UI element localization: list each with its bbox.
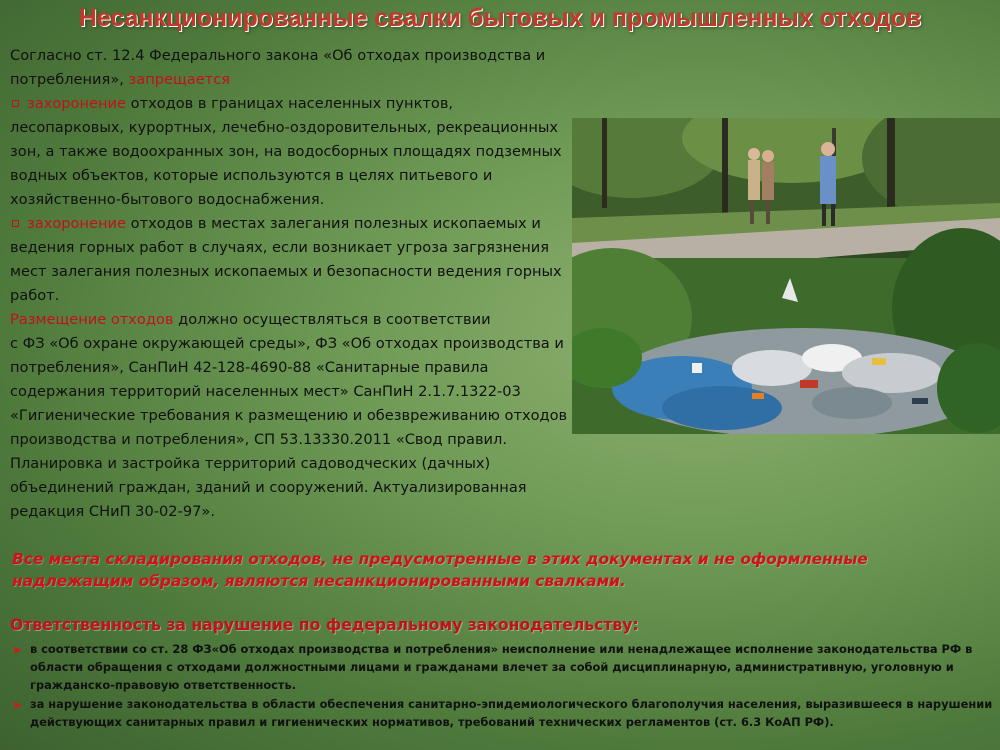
arrow-bullet-icon: ➤ bbox=[12, 698, 23, 712]
item-key: захоронение bbox=[27, 215, 126, 232]
item-key: захоронение bbox=[27, 95, 126, 112]
placement-text: должно осуществляться в соответствии bbox=[173, 311, 491, 328]
intro-paragraph bbox=[10, 44, 570, 92]
arrow-bullet-icon: ➤ bbox=[12, 643, 23, 657]
square-bullet-icon bbox=[12, 100, 19, 107]
placement-key: Размещение отходов bbox=[10, 311, 174, 328]
intro-emphasis: запрещается bbox=[128, 71, 231, 88]
list-item bbox=[10, 640, 995, 694]
item-text: отходов в границах населенных пунктов, лесопарковых, курортных, лечебно-оздоровительных, рекреационных зон, а также водоохранных зон, на водосборных площадях подземных водных объектов, которые используются в целях питьевого и хозяйственно-бытового водоснабжения. bbox=[10, 95, 562, 208]
responsibility-item-text: в соответствии со ст. 28 ФЗ«Об отходах производства и потребления» неисполнение или ненадлежащее исполнение законодательства РФ в области обращения с отходами должностными лицами и гражданами влечет за собой дисциплинарную, административную, уголовную и гражданско-правовую ответственность. bbox=[30, 642, 973, 692]
page-title: Несанкционированные свалки бытовых и промышленных отходов bbox=[78, 4, 922, 32]
conclusion-text: Все места складирования отходов, не предусмотренные в этих документах и не оформленные надлежащим образом, являются несанкционированными свалками. bbox=[12, 550, 868, 590]
responsibility-heading: Ответственность за нарушение по федеральному законодательству: bbox=[10, 616, 639, 634]
garbage-dump-photo bbox=[572, 118, 1000, 434]
laws-paragraph: с ФЗ «Об охране окружающей среды», ФЗ «Об отходах производства и потребления», СанПиН 42-128-4690-88 «Санитарные правила содержания территорий населенных мест» СанПиН 2.1.7.1322-03 «Гигиенические требования к размещению и обезвреживанию отходов производства и потребления», СП 53.13330.2011 «Свод правил. Планировка и застройка территорий садоводческих (дачных) объединений граждан, зданий и сооружений. Актуализированная редакция СНиП 30-02-97». bbox=[10, 335, 568, 520]
responsibility-list bbox=[10, 640, 995, 732]
item-text: отходов в местах залегания полезных ископаемых и ведения горных работ в случаях, если возникает угроза загрязнения мест залегания полезных ископаемых и безопасности ведения горных работ. bbox=[10, 215, 562, 304]
square-bullet-icon bbox=[12, 220, 19, 227]
list-item bbox=[10, 695, 995, 731]
main-text bbox=[10, 44, 570, 524]
responsibility-item-text: за нарушение законодательства в области обеспечения санитарно-эпидемиологического благополучия населения, выразившееся в нарушении действующих санитарных правил и гигиенических нормативов, требований технических регламентов (ст. 6.3 КоАП РФ). bbox=[30, 697, 993, 729]
list-item bbox=[10, 92, 570, 212]
intro-text: Согласно ст. 12.4 Федерального закона «Об отходах производства и потребления», bbox=[10, 47, 546, 88]
placement-paragraph bbox=[10, 308, 570, 332]
list-item bbox=[10, 212, 570, 308]
